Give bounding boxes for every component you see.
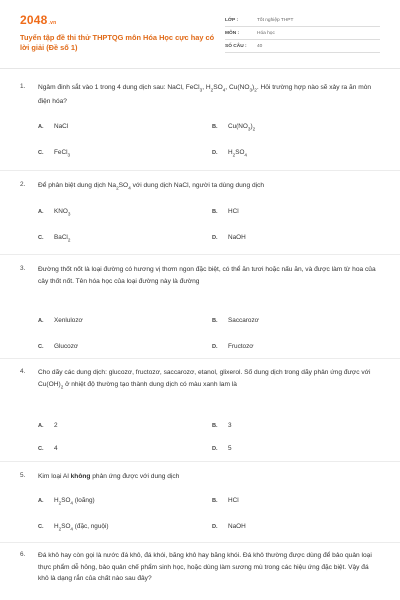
meta-key: LỚP : <box>225 18 239 23</box>
logo-suffix: .vn <box>48 20 57 26</box>
option-d[interactable]: D. 5 <box>212 445 232 452</box>
question-number: 5. <box>20 472 26 479</box>
question-text: Để phân biệt dung dịch $Na_2SO_4$ với dung dịch NaCl, người ta dùng dung dịch <box>38 182 265 191</box>
meta-value: 40 <box>257 44 263 49</box>
question-number: 2. <box>20 181 26 188</box>
option-b[interactable]: B. HCl <box>212 208 239 215</box>
option-d[interactable]: D. NaOH <box>212 523 246 530</box>
page-title: Tuyển tập đề thi thử THPTQG môn Hóa Học cực hay có lời giải (Đề số 1) <box>20 33 215 52</box>
option-c[interactable]: C. 4 <box>38 445 58 452</box>
option-a[interactable]: A. 2 <box>38 422 58 429</box>
option-a[interactable]: A. Xenlulozơ <box>38 317 83 324</box>
question-number: 6. <box>20 551 26 558</box>
option-b[interactable]: B. 3 <box>212 422 232 429</box>
meta-row-subject <box>225 30 380 40</box>
meta-key: SỐ CÂU : <box>225 44 247 49</box>
option-b[interactable]: B. $Cu(NO_3)_2$ <box>212 123 256 132</box>
question-divider <box>0 542 400 543</box>
question-number: 4. <box>20 368 26 375</box>
question-number: 3. <box>20 265 26 272</box>
meta-key: MÔN : <box>225 31 240 36</box>
option-a[interactable]: A. $H_2SO_4$ (loãng) <box>38 497 95 506</box>
option-c[interactable]: C. $H_2SO_4$ (đặc, nguội) <box>38 523 109 532</box>
meta-row-class <box>225 17 380 27</box>
option-b[interactable]: B. Saccarozơ <box>212 317 259 324</box>
question-divider <box>0 170 400 171</box>
option-c[interactable]: C. FeCl$_3$ <box>38 149 71 158</box>
option-d[interactable]: D. NaOH <box>212 234 246 241</box>
worksheet-header <box>0 0 400 70</box>
question-divider <box>0 461 400 462</box>
question-text: Đá khô hay còn gọi là nước đá khô, đá khói, băng khô hay băng khói. Đá khô thường được dùng để bảo quản loại thực phẩm dễ hỏng, bảo quản chế phẩm sinh học, hoặc dùng làm sương mù trong các hiệu ứng đặc biệt. Vậy đá khô là dạng rắn của chất nào sau đây? <box>38 552 372 582</box>
question-divider <box>0 358 400 359</box>
option-a[interactable]: A. NaCl <box>38 123 69 130</box>
meta-row-count <box>225 43 380 53</box>
option-a[interactable]: A. $KNO_3$ <box>38 208 71 217</box>
site-logo[interactable] <box>20 13 56 27</box>
question-text: Cho dãy các dung dịch: glucozơ, fructozơ, saccarozơ, etanol, glixerol. Số dung dịch trong dãy phản ứng được với $Cu(OH)_2$ ở nhiệt độ thường tạo thành dung dịch có màu xanh lam là <box>38 369 371 389</box>
question-text: Đường thốt nốt là loại đường có hương vị thơm ngon đặc biệt, có thể ăn tươi hoặc nấu ăn, và được làm từ hoa của cây thốt nốt. Tên hóa học của loại đường này là đường <box>38 266 376 285</box>
meta-value: Tốt nghiệp THPT <box>257 18 294 23</box>
option-b[interactable]: B. HCl <box>212 497 239 504</box>
question-divider <box>0 254 400 255</box>
meta-value: Hóa học <box>257 31 275 36</box>
option-d[interactable]: D. Fructozơ <box>212 343 254 350</box>
logo-text: 2048 <box>20 13 48 27</box>
option-c[interactable]: C. Glucozơ <box>38 343 79 350</box>
question-text: Ngâm đinh sắt vào 1 trong 4 dung dịch sau: NaCl, FeCl$_3$, $H_2SO_4$, $Cu(NO_3)_2$. Hỏi trường hợp nào sẽ xảy ra ăn mòn điện hóa? <box>38 84 372 105</box>
question-number: 1. <box>20 83 26 90</box>
question-text: Kim loại Al không phản ứng được với dung dịch <box>38 473 180 480</box>
option-d[interactable]: D. $H_2SO_4$ <box>212 149 247 158</box>
option-c[interactable]: C. BaCl$_2$ <box>38 234 71 243</box>
header-divider <box>0 68 400 69</box>
